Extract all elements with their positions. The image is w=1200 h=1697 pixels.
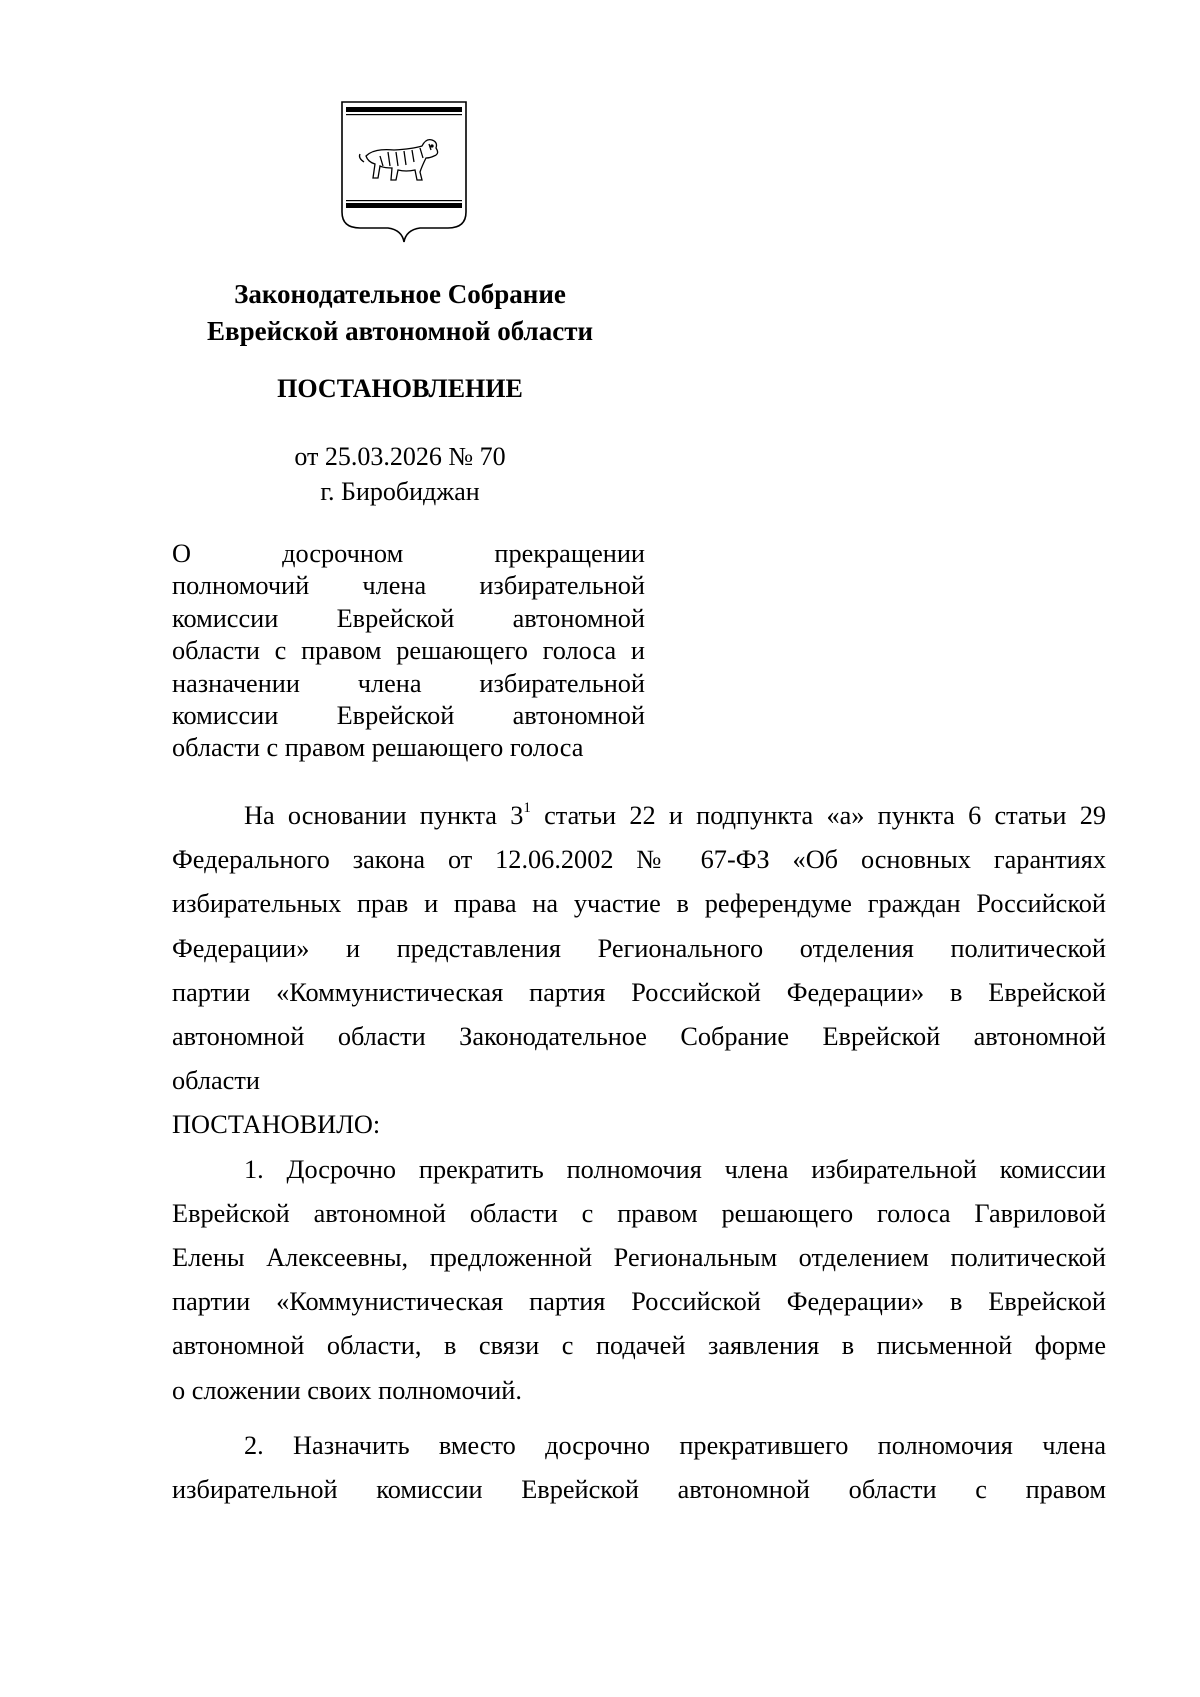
document-city: г. Биробиджан [320, 477, 480, 506]
subject-line: комиссии Еврейской автономной [172, 700, 645, 730]
subject-line: комиссии Еврейской автономной [172, 603, 645, 633]
preamble-line: области [172, 1066, 260, 1096]
preamble-line: партии «Коммунистическая партия Российской Федерации» в Еврейской [172, 977, 1106, 1007]
item-1-line: Елены Алексеевны, предложенной Региональным отделением политической [172, 1243, 1106, 1272]
resolved-heading: ПОСТАНОВИЛО: [172, 1110, 381, 1140]
issuing-body-line-2: Еврейской автономной области [206, 316, 594, 346]
issuing-body-title [150, 276, 650, 350]
item-2-line: 2. Назначить вместо досрочно прекратившего полномочия члена [244, 1431, 1106, 1460]
item-1-line: партии «Коммунистическая партия Российской Федерации» в Еврейской [172, 1287, 1106, 1317]
preamble-line: На основании пункта $3^1$ статьи 22 и подпункта «а» пункта 6 статьи 29 [244, 800, 1106, 830]
subject-line: назначении члена избирательной [172, 668, 645, 698]
preamble-line: автономной области Законодательное Собрание Еврейской автономной [172, 1022, 1106, 1051]
subject-line: области с правом решающего голоса [172, 733, 584, 763]
tiger-shield-icon [340, 100, 468, 244]
issuing-body-line-1: Законодательное Собрание [234, 279, 566, 309]
document-date-number: от 25.03.2026 № 70 [294, 442, 506, 471]
document-type: ПОСТАНОВЛЕНИЕ [277, 374, 523, 403]
item-1-line: 1. Досрочно прекратить полномочия члена избирательной комиссии [244, 1154, 1106, 1184]
superscript-index: 1 [523, 800, 531, 816]
preamble-line: избирательных прав и права на участие в референдуме граждан Российской [172, 889, 1106, 919]
preamble-line: Федерального закона от 12.06.2002 № 67-ФЗ «Об основных гарантиях [172, 845, 1106, 875]
item-1-line: Еврейской автономной области с правом решающего голоса Гавриловой [172, 1198, 1106, 1228]
document-subject [172, 538, 645, 765]
item-1-line: автономной области, в связи с подачей заявления в письменной форме [172, 1331, 1106, 1361]
item-1-line: о сложении своих полномочий. [172, 1375, 522, 1405]
preamble-line: Федерации» и представления Регионального отделения политической [172, 933, 1106, 963]
subject-line: О досрочном прекращении [172, 539, 645, 568]
item-2-line: избирательной комиссии Еврейской автономной области с правом [172, 1475, 1106, 1505]
subject-line: полномочий члена избирательной [172, 571, 645, 601]
subject-line: области с правом решающего голоса и [172, 636, 645, 666]
coat-of-arms-emblem [340, 100, 468, 244]
